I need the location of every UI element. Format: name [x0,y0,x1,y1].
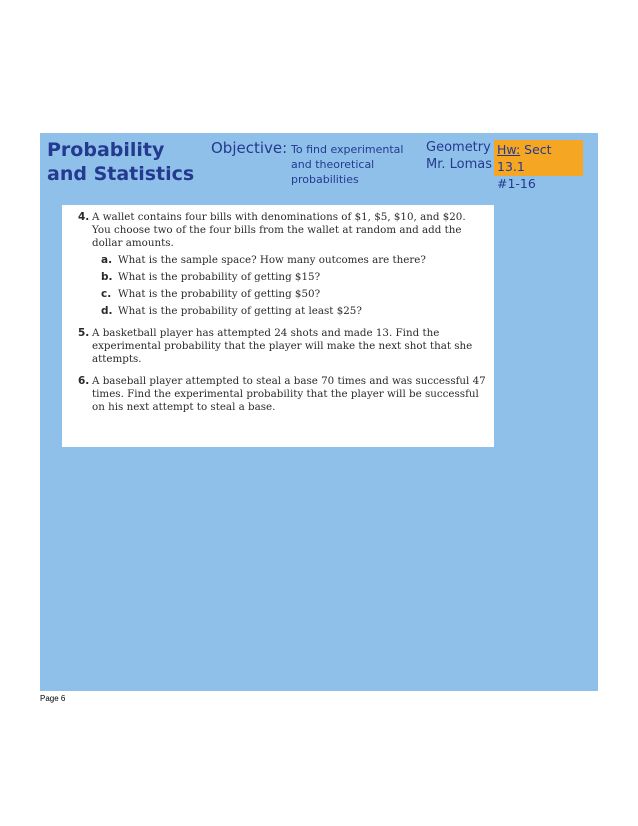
problem-6 [78,375,486,414]
problem-4 [78,211,486,318]
part-text: What is the sample space? How many outcomes are there? [118,254,426,266]
problem-text: A basketball player has attempted 24 shots and made 13. Find the experimental probability that the player will make the next shot that she attempts. [92,327,473,365]
part-letter: d. [101,305,113,317]
objective-text: To find experimental and theoretical probabilities [291,143,404,186]
part-letter: c. [101,288,112,300]
title-line-2: and Statistics [47,163,195,185]
problems-panel [62,205,494,447]
hw-problems: #1-16 [497,176,536,191]
part-letter: b. [101,271,113,283]
page-number: Page 6 [40,694,66,703]
problem-part-b [101,271,486,284]
part-text: What is the probability of getting $50? [118,288,321,300]
problem-part-a [101,254,486,267]
hw-prefix: Hw: [497,142,521,157]
part-letter: a. [101,254,113,266]
problem-5 [78,327,486,366]
problem-number: 6. [78,375,90,387]
homework-box [494,140,583,191]
hw-section: Sect 13.1 [497,142,552,174]
slide-title [47,138,194,186]
problem-part-c [101,288,486,301]
problem-text: A wallet contains four bills with denominations of $1, $5, $10, and $20. You choose two of the four bills from the wallet at random and add the dollar amounts. [92,211,466,249]
problem-number: 5. [78,327,90,339]
problem-part-d [101,305,486,318]
title-line-1: Probability [47,139,165,161]
problem-text: A baseball player attempted to steal a base 70 times and was successful 47 times. Find the experimental probability that the player will be successful on his next attempt to steal a base. [92,375,486,413]
teacher-name: Mr. Lomas [426,157,493,172]
part-text: What is the probability of getting at least $25? [118,305,362,317]
slide [40,133,598,691]
course-info [426,139,492,173]
course-name: Geometry [426,140,491,155]
part-text: What is the probability of getting $15? [118,271,321,283]
objective-label: Objective: [211,139,288,157]
problem-number: 4. [78,211,90,223]
